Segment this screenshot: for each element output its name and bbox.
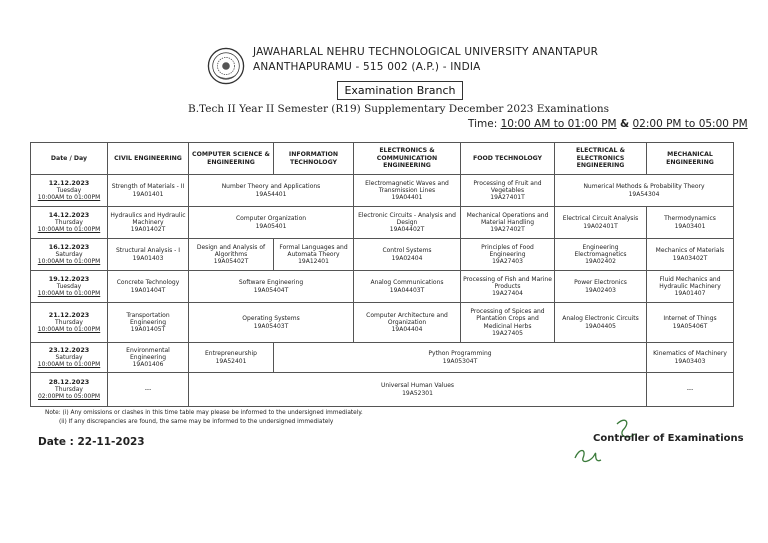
subject-name: Kinematics of Machinery — [653, 350, 727, 358]
mech-cell — [647, 271, 734, 303]
subject-name: Engineering Electromagnetics — [574, 243, 627, 258]
notes — [45, 409, 363, 427]
subject-name: Transportation Engineering — [126, 311, 170, 326]
subject-code: 19A01407 — [674, 290, 706, 298]
time-slot-afternoon: 02:00 PM to 05:00 PM — [632, 118, 748, 130]
exam-title: B.Tech II Year II Semester (R19) Supplementary December 2023 Examinations — [188, 103, 610, 115]
date-cell — [31, 373, 108, 407]
university-name: JAWAHARLAL NEHRU TECHNOLOGICAL UNIVERSITY ANANTAPUR — [253, 46, 599, 58]
header-it: INFORMATION TECHNOLOGY — [274, 143, 354, 175]
eee-cell — [555, 239, 647, 271]
table-row — [31, 303, 734, 343]
subject-code: 19A03403 — [674, 357, 706, 365]
date-cell — [31, 343, 108, 373]
subject-name: Strength of Materials - II — [111, 183, 185, 191]
header-civil: CIVIL ENGINEERING — [108, 143, 189, 175]
table-row — [31, 175, 734, 207]
subject-code: 19A01402T — [130, 226, 166, 234]
civil-cell — [108, 239, 189, 271]
exam-day: Thursday — [55, 218, 83, 226]
exam-date: 23.12.2023 — [48, 345, 90, 354]
subject-name: Concrete Technology — [116, 279, 180, 287]
exam-date: 12.12.2023 — [48, 178, 90, 187]
ece-cell — [354, 239, 461, 271]
subject-code: 19A52401 — [215, 357, 247, 365]
eee-cell — [555, 207, 647, 239]
ece-cell — [354, 175, 461, 207]
subject-name: Numerical Methods & Probability Theory — [583, 183, 705, 191]
exam-date: 21.12.2023 — [48, 310, 90, 319]
subject-code: 19A01401 — [132, 190, 164, 198]
subject-name: Processing of Fish and Marine Products — [463, 275, 552, 290]
exam-date: 14.12.2023 — [48, 210, 90, 219]
subject-name: Thermodynamics — [664, 215, 716, 223]
subject-code: 19A27404 — [492, 290, 523, 298]
it-ece-food-eee-cell — [274, 343, 647, 373]
exam-time-slot: 10:00AM to 01:00PM — [37, 326, 101, 334]
cse-cell — [189, 239, 274, 271]
time-slot-morning: 10:00 AM to 01:00 PM — [500, 118, 617, 130]
subject-name: Universal Human Values — [380, 382, 455, 390]
cse-it-cell — [189, 207, 354, 239]
exam-time-slot: 10:00AM to 01:00PM — [37, 226, 101, 234]
subject-name: Mechanical Operations and Material Handling — [466, 211, 549, 226]
subject-name: Control Systems — [382, 247, 432, 255]
date-cell — [31, 271, 108, 303]
food-cell — [461, 175, 555, 207]
date-cell — [31, 239, 108, 271]
subject-code: 19A05403T — [253, 322, 289, 330]
subject-code: 19A03401 — [674, 222, 706, 230]
subject-name: Fluid Mechanics and Hydraulic Machinery — [659, 275, 721, 290]
subject-code: 19A01406 — [132, 361, 164, 369]
civil-cell — [108, 343, 189, 373]
cse-to-eee-cell — [189, 373, 647, 407]
table-row — [31, 271, 734, 303]
time-label: Time: — [468, 118, 498, 130]
university-seal-icon — [207, 47, 245, 85]
subject-code: 19A01403 — [132, 254, 164, 262]
subject-code: 19A27402T — [490, 226, 525, 234]
subject-name: Mechanics of Materials — [655, 247, 725, 255]
subject-name: Processing of Spices and Plantation Crops and Medicinal Herbs — [470, 308, 545, 330]
subject-code: 19A54401 — [255, 190, 287, 198]
subject-code: 19A05401 — [255, 222, 287, 230]
ece-cell — [354, 303, 461, 343]
exam-time — [468, 118, 748, 130]
exam-day: Saturday — [55, 250, 83, 258]
exam-date: 16.12.2023 — [48, 242, 90, 251]
subject-name: Operating Systems — [242, 315, 300, 323]
time-separator: & — [619, 118, 630, 130]
eee-mech-cell — [555, 175, 734, 207]
subject-code: 19A04405 — [585, 322, 616, 330]
subject-name: Analog Communications — [370, 279, 444, 287]
civil-cell: --- — [108, 373, 189, 407]
subject-name: Python Programming — [428, 350, 492, 358]
food-cell — [461, 207, 555, 239]
header-mech: MECHANICAL ENGINEERING — [647, 143, 734, 175]
exam-date: 19.12.2023 — [48, 274, 90, 283]
signatory-title: Controller of Examinations — [593, 433, 744, 444]
subject-name: Computer Architecture and Organization — [366, 311, 448, 326]
mech-cell: --- — [647, 373, 734, 407]
subject-code: 19A01405T — [130, 326, 166, 334]
university-address: ANANTHAPURAMU - 515 002 (A.P.) - INDIA — [253, 61, 481, 73]
issue-date: Date : 22-11-2023 — [38, 436, 145, 448]
subject-name: Principles of Food Engineering — [481, 243, 534, 258]
date-cell — [31, 303, 108, 343]
subject-code: 19A02401T — [583, 222, 618, 230]
subject-code: 19A01404T — [130, 286, 166, 294]
exam-day: Saturday — [55, 353, 83, 361]
exam-date: 28.12.2023 — [48, 377, 90, 386]
table-header-row — [31, 143, 734, 175]
branch-title: Examination Branch — [337, 81, 463, 100]
header-eee: ELECTRICAL & ELECTRONICS ENGINEERING — [555, 143, 647, 175]
cse-it-cell — [189, 271, 354, 303]
subject-name: Software Engineering — [238, 279, 304, 287]
subject-name: Structural Analysis - I — [115, 247, 181, 255]
date-cell — [31, 175, 108, 207]
header-food: FOOD TECHNOLOGY — [461, 143, 555, 175]
exam-time-slot: 10:00AM to 01:00PM — [37, 361, 101, 369]
subject-code: 19A05404T — [253, 286, 289, 294]
subject-name: Environmental Engineering — [126, 346, 170, 361]
subject-code: 19A27403 — [492, 258, 523, 266]
table-row — [31, 239, 734, 271]
header-date-day: Date / Day — [31, 143, 108, 175]
exam-time-slot: 10:00AM to 01:00PM — [37, 290, 101, 298]
subject-name: Analog Electronic Circuits — [562, 315, 639, 323]
table-row — [31, 207, 734, 239]
cse-cell — [189, 343, 274, 373]
subject-name: Entrepreneurship — [205, 350, 257, 358]
subject-code: 19A04404 — [391, 326, 423, 334]
exam-day: Thursday — [55, 318, 83, 326]
exam-time-slot: 10:00AM to 01:00PM — [37, 258, 101, 266]
subject-code: 19A54304 — [628, 190, 660, 198]
subject-name: Electrical Circuit Analysis — [562, 215, 639, 223]
cse-it-cell — [189, 175, 354, 207]
subject-code: 19A05304T — [442, 357, 478, 365]
civil-cell — [108, 303, 189, 343]
food-cell — [461, 239, 555, 271]
subject-code: 19A27405 — [492, 329, 523, 337]
subject-name: Hydraulics and Hydraulic Machinery — [110, 211, 186, 226]
exam-day: Tuesday — [56, 282, 82, 290]
civil-cell — [108, 271, 189, 303]
subject-code: 19A02403 — [585, 286, 616, 294]
subject-name: Internet of Things — [663, 315, 717, 323]
exam-day: Thursday — [55, 385, 83, 393]
subject-code: 19A04402T — [389, 226, 425, 234]
exam-time-slot: 10:00AM to 01:00PM — [37, 194, 101, 202]
food-cell — [461, 303, 555, 343]
subject-code: 19A52301 — [402, 389, 433, 397]
subject-code: 19A02404 — [391, 254, 423, 262]
eee-cell — [555, 303, 647, 343]
subject-name: Number Theory and Applications — [221, 183, 321, 191]
subject-name: Electromagnetic Waves and Transmission Lines — [365, 179, 449, 194]
subject-code: 19A04401 — [391, 194, 423, 202]
subject-name: Design and Analysis of Algorithms — [196, 243, 266, 258]
it-cell — [274, 239, 354, 271]
subject-name: Computer Organization — [235, 215, 307, 223]
subject-code: 19A12401 — [298, 258, 329, 266]
timetable — [30, 142, 734, 407]
table-row — [31, 373, 734, 407]
subject-name: Processing of Fruit and Vegetables — [473, 179, 542, 194]
subject-name: Electronic Circuits - Analysis and Design — [358, 211, 456, 226]
subject-code: 19A27401T — [490, 194, 525, 202]
date-cell — [31, 207, 108, 239]
subject-code: 19A02402 — [585, 258, 616, 266]
civil-cell — [108, 175, 189, 207]
subject-code: 19A05402T — [213, 258, 249, 266]
civil-cell — [108, 207, 189, 239]
subject-name: Power Electronics — [574, 279, 627, 287]
mech-cell — [647, 239, 734, 271]
ece-cell — [354, 207, 461, 239]
exam-time-slot: 02:00PM to 05:00PM — [37, 393, 100, 401]
subject-code: 19A04403T — [389, 286, 425, 294]
mech-cell — [647, 343, 734, 373]
mech-cell — [647, 303, 734, 343]
subject-name: Formal Languages and Automata Theory — [279, 243, 348, 258]
eee-cell — [555, 271, 647, 303]
mech-cell — [647, 207, 734, 239]
cse-it-cell — [189, 303, 354, 343]
subject-code: 19A05406T — [672, 322, 708, 330]
subject-code: 19A03402T — [672, 254, 708, 262]
food-cell — [461, 271, 555, 303]
note-line-1: Note: (i) Any omissions or clashes in this time table may please be informed to the undersigned immediately. — [45, 410, 363, 416]
exam-day: Tuesday — [56, 186, 82, 194]
header-ece: ELECTRONICS & COMMUNICATION ENGINEERING — [354, 143, 461, 175]
note-line-2: (ii) If any discrepancies are found, the same may be informed to the undersigned immediately — [59, 419, 334, 425]
header-cse: COMPUTER SCIENCE & ENGINEERING — [189, 143, 274, 175]
ece-cell — [354, 271, 461, 303]
table-row — [31, 343, 734, 373]
